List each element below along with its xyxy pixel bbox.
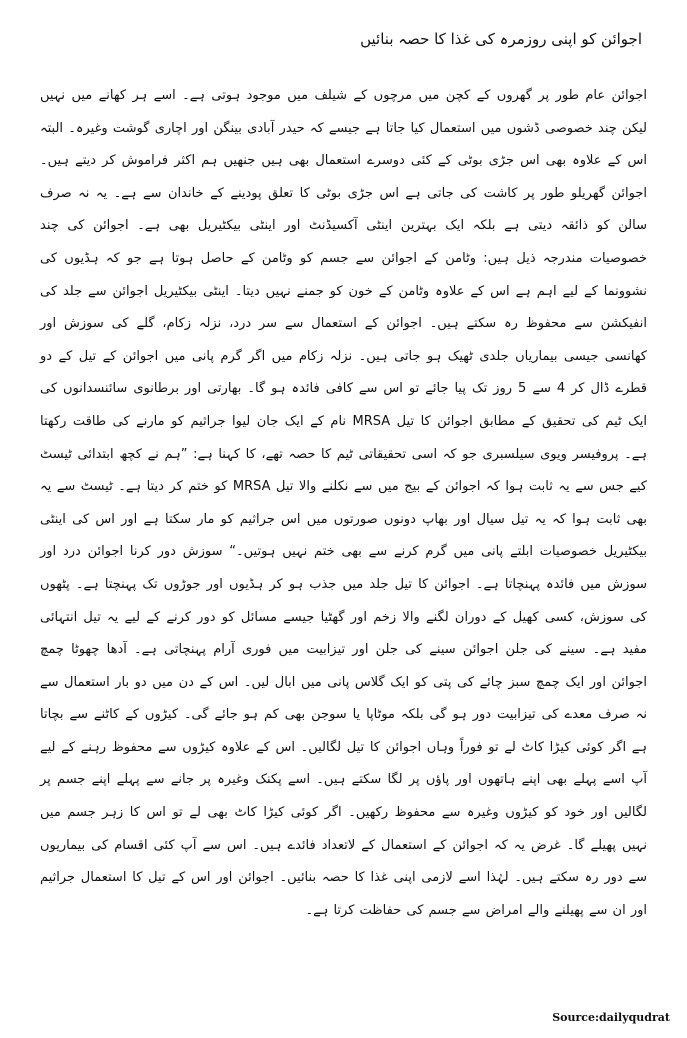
source-credit: Source:dailyqudrat (552, 1011, 670, 1024)
article-title: اجوائن کو اپنی روزمرہ کی غذا کا حصہ بنائیں (360, 30, 642, 48)
article-body: اجوائن عام طور پر گھروں کے کچن میں مرچوں کے شیلف میں موجود ہوتی ہے۔ اسے ہر کھانے میں نہیں لیکن چند خصوصی ڈشوں میں استعمال کیا جاتا ہے جیسے کہ حیدر آبادی بینگن اور اچاری گوشت وغیرہ۔ البتہ اس کے علاوہ بھی اس جڑی بوٹی کے کئی دوسرے استعمال بھی ہیں جنھیں ہم اکثر فراموش کر دیتے ہیں۔ اجوائن گھریلو طور پر کاشت کی جاتی ہے اس جڑی بوٹی کا تعلق پودینے کے خاندان سے ہے۔ یہ نہ صرف سالن کو ذائقہ دیتی ہے بلکہ ایک بہترین اینٹی آکسیڈنٹ اور اینٹی بیکٹیریل بھی ہے۔ اجوائن کی چند خصوصیات مندرجہ ذیل ہیں: وٹامن کے اجوائن سے جسم کو وٹامن کے حاصل ہوتا ہے جو کہ ہڈیوں کی نشوونما کے لیے اہم ہے اس کے علاوہ وٹامن کے خون کو جمنے نہیں دیتا۔ اینٹی بیکٹیریل اجوائن سے جلد کی انفیکشن سے محفوظ رہ سکتے ہیں۔ اجوائن کے استعمال سے سر درد، نزلہ زکام، گلے کی سوزش اور کھانسی جیسی بیماریاں جلدی ٹھیک ہو جاتی ہیں۔ نزلہ زکام میں اگر گرم پانی میں اجوائن کے تیل کے دو قطرے ڈال کر 4 سے 5 روز تک پیا جائے تو اس سے کافی فائدہ ہو گا۔ بھارتی اور برطانوی سائنسدانوں کی ایک ٹیم کی تحقیق کے مطابق اجوائن کا تیل MRSA نام کے ایک جان لیوا جراثیم کو مارنے کی طاقت رکھتا ہے۔ پروفیسر ویوی سیلسبری جو کہ اسی تحقیقاتی ٹیم کا حصہ تھے، کا کہنا ہے: ”ہم نے کچھ ابتدائی ٹیسٹ کیے جس سے یہ ثابت ہوا کہ اجوائن کے بیج میں سے نکلنے والا تیل MRSA کو ختم کر دیتا ہے۔ ٹیسٹ سے یہ بھی ثابت ہوا کہ یہ تیل سیال اور بھاپ دونوں صورتوں میں اس جراثیم کو مار سکتا ہے اور اس کی اینٹی بیکٹیریل خصوصیات ابلتے پانی میں گرم کرنے سے بھی ختم نہیں ہوتیں۔“ سوزش دور کرنا اجوائن درد اور سوزش میں فائدہ پہنچاتا ہے۔ اجوائن کا تیل جلد میں جذب ہو کر ہڈیوں اور جوڑوں تک پہنچتا ہے۔ پٹھوں کی سوزش، کسی کھیل کے دوران لگنے والا زخم اور گھٹیا جیسے مسائل کو دور کرنے کے لیے یہ تیل انتہائی مفید ہے۔ سینے کی جلن اجوائن سینے کی جلن اور تیزابیت میں فوری آرام پہنچاتی ہے۔ آدھا چھوٹا چمچ اجوائن اور ایک چمچ سبز چائے کی پتی کو ایک گلاس پانی میں ابال لیں۔ اس کے دن میں دو بار استعمال سے نہ صرف معدے کی تیزابیت دور ہو گی بلکہ موٹاپا یا سوجن بھی کم ہو جائے گی۔ کیڑوں کے کاٹنے سے بچاتا ہے اگر کوئی کیڑا کاٹ لے تو فوراً وہاں اجوائن کا تیل لگالیں۔ اس کے علاوہ کیڑوں سے محفوظ رہنے کے لیے آپ اسے پہلے بھی اپنے ہاتھوں اور پاؤں پر لگا سکتے ہیں۔ اسے پکنک وغیرہ پر جانے سے پہلے اپنے جسم پر لگالیں اور خود کو کیڑوں وغیرہ سے محفوظ رکھیں۔ اگر کوئی کیڑا کاٹ بھی لے تو اس کا زہر جسم میں نہیں پھیلے گا۔ غرض یہ کہ اجوائن کے استعمال کے لاتعداد فائدے ہیں۔ اس سے آپ کئی اقسام کی بیماریوں سے دور رہ سکتے ہیں۔ لہٰذا اسے لازمی اپنی غذا کا حصہ بنائیں۔ اجوائن اور اس کے تیل کا استعمال جراثیم اور ان سے پھیلنے والے امراض سے جسم کی حفاظت کرتا ہے۔ (40, 88, 647, 918)
